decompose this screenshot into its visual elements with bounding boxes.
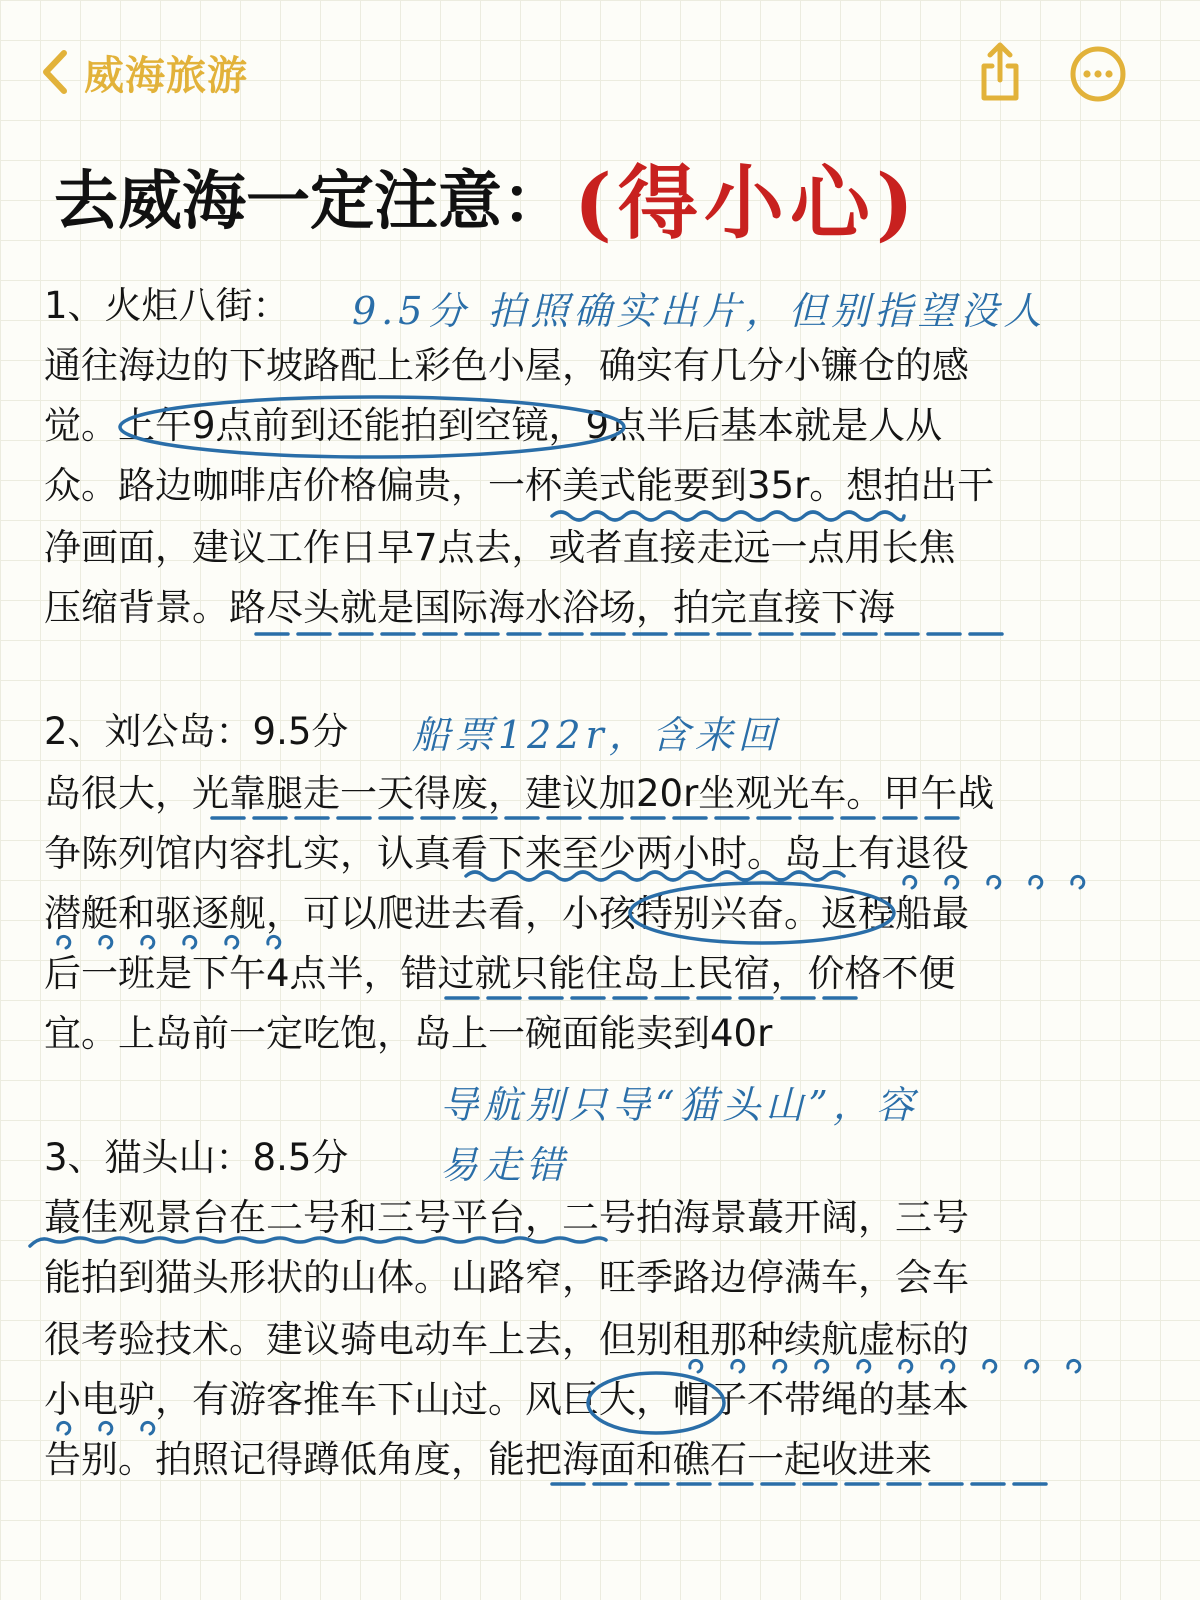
section-2-line-5: 宜。上岛前一定吃饱，岛上一碗面能卖到40r <box>44 1012 773 1055</box>
section-2-line-2: 争陈列馆内容扎实，认真看下来至少两小时。岛上有退役 <box>44 832 969 875</box>
section-2-line-3: 潜艇和驱逐舰，可以爬进去看，小孩特别兴奋。返程船最 <box>44 892 969 935</box>
back-label: 威海旅游 <box>84 52 248 99</box>
section-1-line-3: 众。路边咖啡店价格偏贵，一杯美式能要到35r。想拍出干 <box>44 464 995 507</box>
chevron-left-icon <box>40 49 70 95</box>
section-2-heading: 2、刘公岛：9.5分 <box>44 710 349 753</box>
section-3-line-3: 很考验技术。建议骑电动车上去，但别租那种续航虚标的 <box>44 1318 969 1361</box>
section-3-line-1: 蕞佳观景台在二号和三号平台，二号拍海景蕞开阔，三号 <box>44 1196 969 1239</box>
section-3-line-4: 小电驴，有游客推车下山过。风巨大，帽子不带绳的基本 <box>44 1378 969 1421</box>
section-1-line-5: 压缩背景。路尽头就是国际海水浴场，拍完直接下海 <box>44 586 895 629</box>
section-3-line-2: 能拍到猫头形状的山体。山路窄，旺季路边停满车，会车 <box>44 1256 969 1299</box>
section-3-line-5: 告别。拍照记得蹲低角度，能把海面和礁石一起收进来 <box>44 1438 932 1481</box>
back-button[interactable] <box>40 40 248 104</box>
section-1-note: 9.5分 拍照确实出片，但别指望没人 <box>352 289 1047 333</box>
section-2-line-1: 岛很大，光靠腿走一天得废，建议加20r坐观光车。甲午战 <box>44 772 995 815</box>
section-1-heading: 1、火炬八街： <box>44 284 290 327</box>
section-1-line-1: 通往海边的下坡路配上彩色小屋，确实有几分小镰仓的感 <box>44 344 969 387</box>
title-main: 去威海一定注意： <box>54 165 566 239</box>
wavy-underline <box>552 512 904 520</box>
section-1-line-4: 净画面，建议工作日早7点去，或者直接走远一点用长焦 <box>44 526 956 569</box>
section-3-heading: 3、猫头山：8.5分 <box>44 1136 349 1179</box>
section-3-note-line-2: 易走错 <box>440 1143 570 1187</box>
more-icon <box>1068 44 1128 104</box>
title-handwritten: (得小心) <box>574 155 920 250</box>
page-title <box>54 140 920 252</box>
section-1-line-2: 觉。上午9点前到还能拍到空镜，9点半后基本就是人从 <box>44 404 943 447</box>
section-2-line-4: 后一班是下午4点半，错过就只能住岛上民宿，价格不便 <box>44 952 956 995</box>
section-3-note-line-1: 导航别只导“猫头山”，容 <box>440 1083 919 1127</box>
more-button[interactable] <box>1068 44 1128 104</box>
section-2-note: 船票122r，含来回 <box>412 713 781 757</box>
share-button[interactable] <box>970 40 1030 104</box>
share-icon <box>970 40 1030 104</box>
